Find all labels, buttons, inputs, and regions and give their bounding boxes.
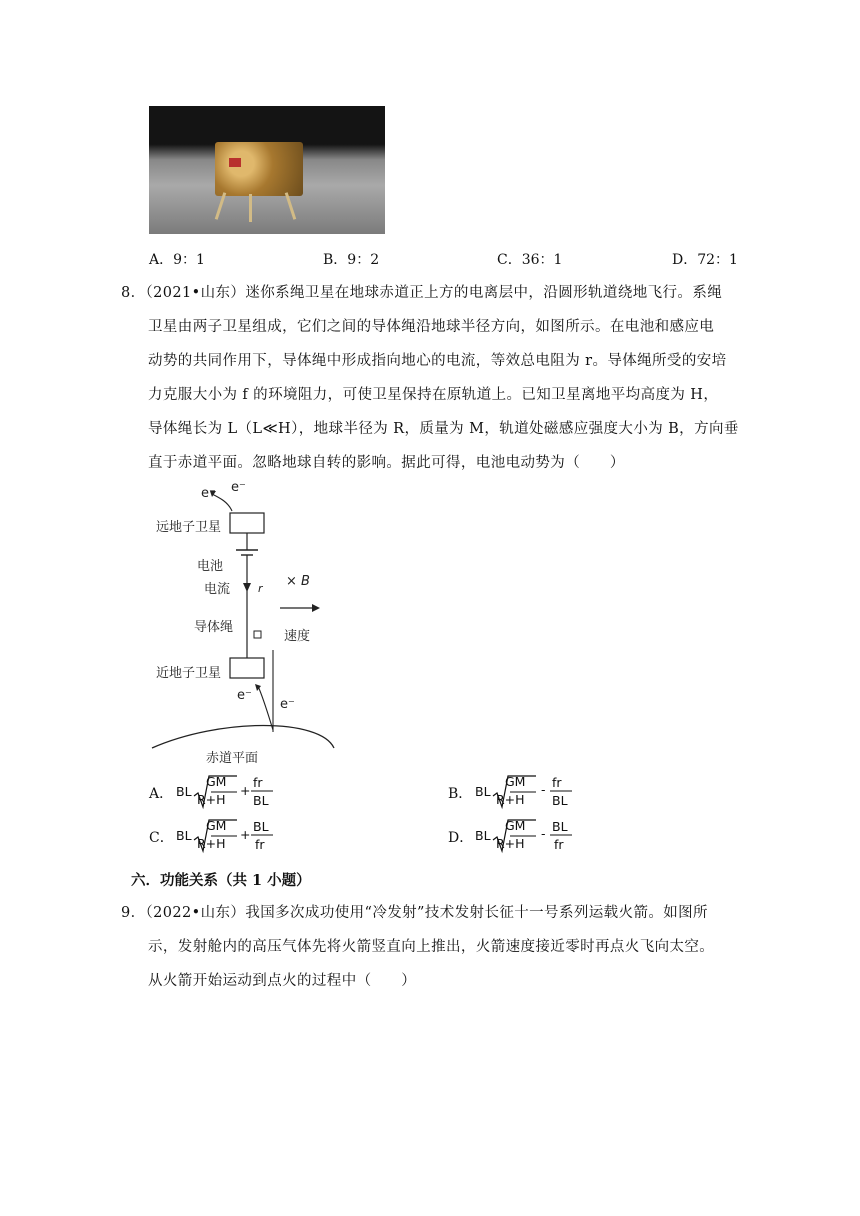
electron-label-top-right: e⁻ [231,480,246,495]
equator-label: 赤道平面 [206,751,259,766]
q9-line-2: 示，发射舱内的高压气体先将火箭竖直向上推出，火箭速度接近零时再点火飞向太空。 [148,939,715,955]
q7-option-b[interactable]: B．9：2 [323,252,380,268]
q7-option-d[interactable]: D．72：1 [672,252,738,268]
q8-line-5: 导体绳长为 L（L≪H），地球半径为 R，质量为 M，轨道处磁感应强度大小为 B，方向垂 [148,421,739,437]
q8-choice-c-letter[interactable]: C． [149,830,174,846]
current-label: 电流 [204,582,231,597]
magnetic-field-label: × B [286,574,310,589]
battery-label: 电池 [197,559,224,574]
far-satellite-label: 远地子卫星 [156,520,222,535]
q8-choice-d-letter[interactable]: D． [448,830,474,846]
q8-line-2: 卫星由两子卫星组成，它们之间的导体绳沿地球半径方向，如图所示。在电池和感应电 [148,319,715,335]
q9-line-3: 从火箭开始运动到点火的过程中（ ） [148,973,417,989]
q8-choice-b-letter[interactable]: B． [448,786,473,802]
q8-line-3: 动势的共同作用下，导体绳中形成指向地心的电流，等效总电阻为 r。导体绳所受的安培 [148,353,727,369]
electron-label-bottom-left: e⁻ [237,688,252,703]
near-satellite-label: 近地子卫星 [156,666,222,681]
q7-option-c[interactable]: C．36：1 [497,252,563,268]
q8-choice-a-letter[interactable]: A． [149,786,174,802]
electron-label-bottom-right: e⁻ [280,697,295,712]
rope-label: 导体绳 [194,620,234,635]
velocity-label: 速度 [284,629,311,644]
q8-line-6: 直于赤道平面。忽略地球自转的影响。据此可得，电池电动势为（ ） [148,455,625,471]
q9-line-1: 9．（2022•山东）我国多次成功使用“冷发射”技术发射长征十一号系列运载火箭。如图所 [121,905,708,921]
q8-line-1: 8．（2021•山东）迷你系绳卫星在地球赤道正上方的电离层中，沿圆形轨道绕地飞行。系绳 [121,285,723,301]
q7-option-a[interactable]: A．9：1 [149,252,205,268]
resistance-label: r [258,582,263,595]
lander-photo [149,106,385,234]
electron-label-top-left: e⁻ [201,486,216,501]
section-heading: 六．功能关系（共 1 小题） [131,872,311,889]
q8-line-4: 力克服大小为 f 的环境阻力，可使卫星保持在原轨道上。已知卫星离地平均高度为 H， [148,387,719,403]
